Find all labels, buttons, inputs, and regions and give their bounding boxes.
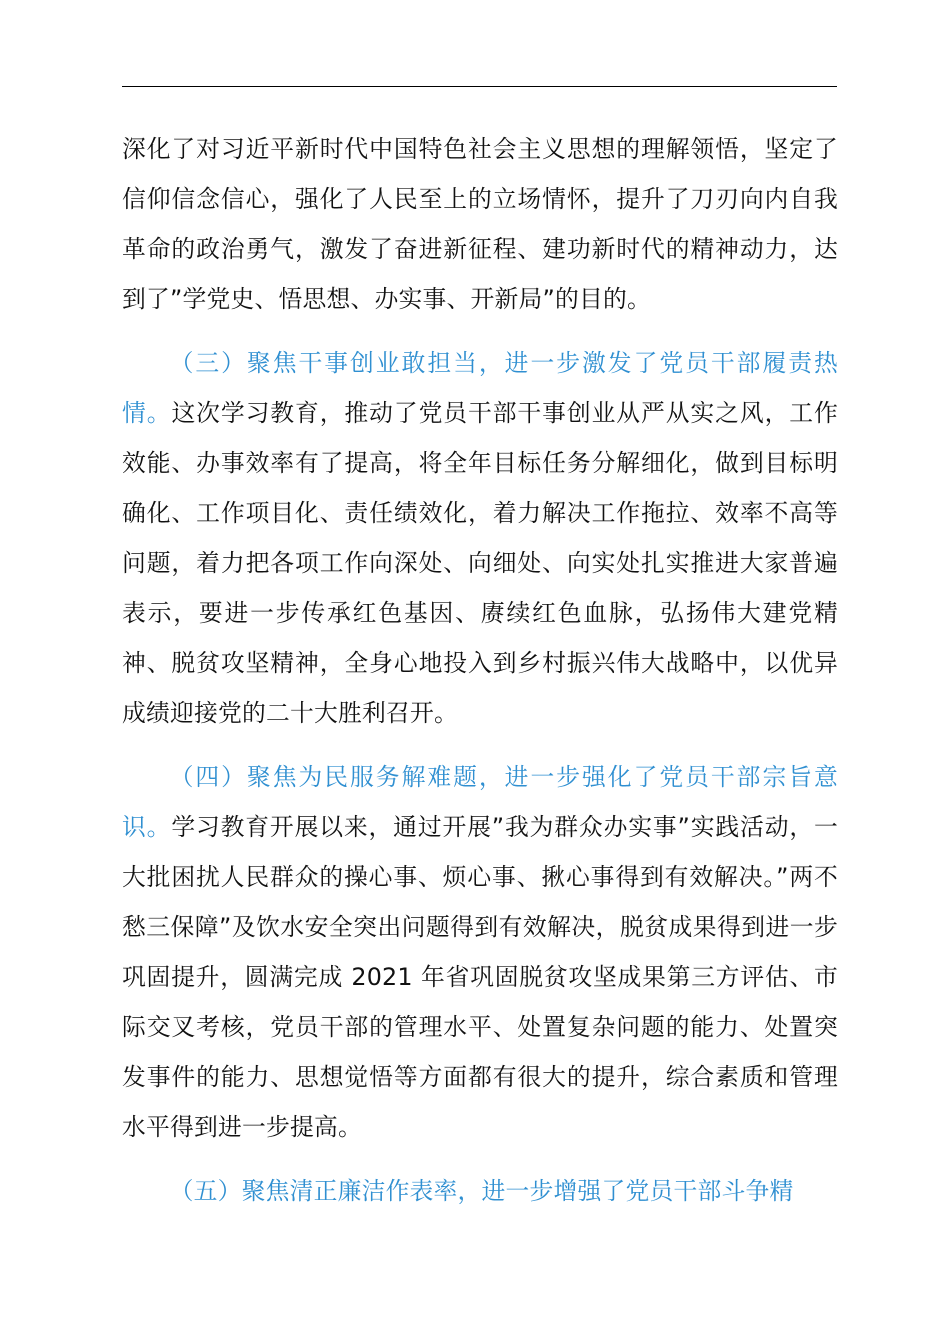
section-heading: （四）聚焦为民服务解难题，进一步强化了党员干部宗旨意识。 bbox=[122, 763, 838, 841]
document-body bbox=[122, 124, 838, 1216]
section-heading: （五）聚焦清正廉洁作表率，进一步增强了党员干部斗争精 bbox=[169, 1177, 794, 1205]
paragraph-body: 深化了对习近平新时代中国特色社会主义思想的理解领悟，坚定了信仰信念信心，强化了人民至上的立场情怀，提升了刀刃向内自我革命的政治勇气，激发了奋进新征程、建功新时代的精神动力，达到了”学党史、悟思想、办实事、开新局”的目的。 bbox=[122, 135, 838, 313]
section-heading: （三）聚焦干事创业敢担当，进一步激发了党员干部履责热情。 bbox=[122, 349, 838, 427]
header-rule bbox=[122, 86, 837, 87]
paragraph-section-three bbox=[122, 338, 838, 738]
paragraph-section-four bbox=[122, 752, 838, 1152]
paragraph-section-five bbox=[122, 1166, 838, 1216]
paragraph-continuation bbox=[122, 124, 838, 324]
paragraph-body: 学习教育开展以来，通过开展”我为群众办实事”实践活动，一大批困扰人民群众的操心事、烦心事、揪心事得到有效解决。”两不愁三保障”及饮水安全突出问题得到有效解决，脱贫成果得到进一步巩固提升，圆满完成 2021 年省巩固脱贫攻坚成果第三方评估、市际交叉考核，党员干部的管理水平、处置复杂问题的能力、处置突发事件的能力、思想觉悟等方面都有很大的提升，综合素质和管理水平得到进一步提高。 bbox=[122, 813, 838, 1141]
paragraph-body: 这次学习教育，推动了党员干部干事创业从严从实之风，工作效能、办事效率有了提高，将全年目标任务分解细化，做到目标明确化、工作项目化、责任绩效化，着力解决工作拖拉、效率不高等问题，着力把各项工作向深处、向细处、向实处扎实推进大家普遍表示，要进一步传承红色基因、赓续红色血脉，弘扬伟大建党精神、脱贫攻坚精神，全身心地投入到乡村振兴伟大战略中，以优异成绩迎接党的二十大胜利召开。 bbox=[122, 399, 838, 727]
